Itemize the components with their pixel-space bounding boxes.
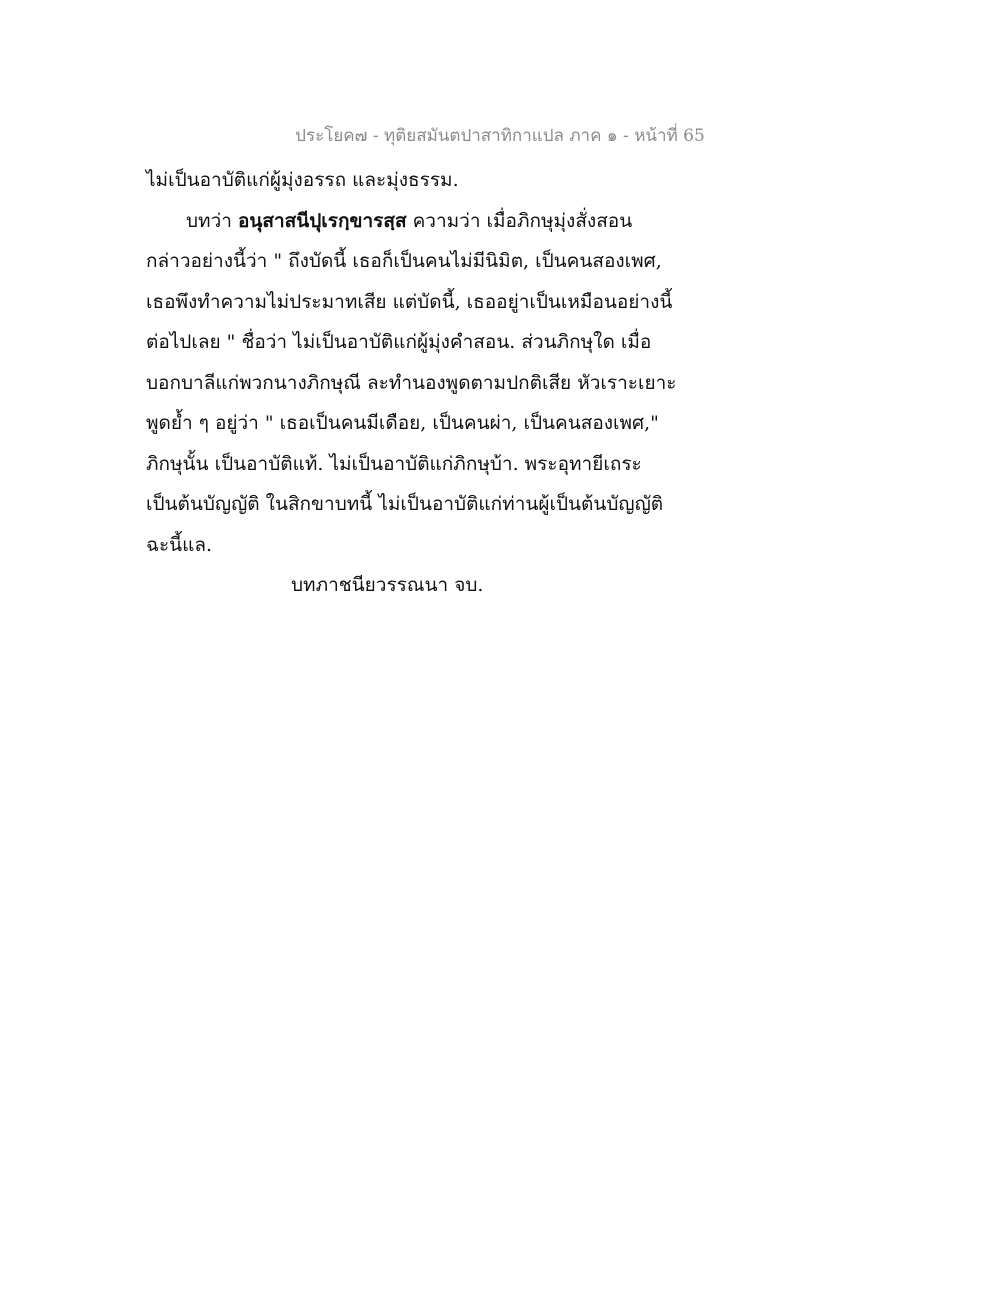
body-line-2 (146, 201, 686, 242)
page-header: ประโยค๗ - ทุติยสมันตปาสาทิกาแปล ภาค ๑ - หน้าที่ 65 (295, 126, 705, 146)
line2-suffix: ความว่า เมื่อภิกษุมุ่งสั่งสอน (406, 209, 633, 232)
closing-line: บทภาชนียวรรณนา จบ. (291, 574, 484, 596)
body-line-10: ฉะนี้แล. (146, 533, 213, 556)
line2-prefix: บทว่า (186, 209, 238, 232)
body-line-5: ต่อไปเลย " ชื่อว่า ไม่เป็นอาบัติแก่ผู้มุ่งคำสอน. ส่วนภิกษุใด เมื่อ (146, 331, 652, 353)
body-line-7: พูดย้ำ ๆ อยู่ว่า " เธอเป็นคนมีเดือย, เป็นคนผ่า, เป็นคนสองเพศ," (146, 412, 659, 434)
body-line-9: เป็นต้นบัญญัติ ในสิกขาบทนี้ ไม่เป็นอาบัติแก่ท่านผู้เป็นต้นบัญญัติ (146, 493, 664, 515)
body-line-6: บอกบาลีแก่พวกนางภิกษุณี ละทำนองพูดตามปกติเสีย หัวเราะเยาะ (146, 371, 677, 394)
body-text (146, 160, 686, 606)
bold-term: อนุสาสนีปุเรกฺขารสฺส (237, 209, 407, 232)
body-line-1: ไม่เป็นอาบัติแก่ผู้มุ่งอรรถ และมุ่งธรรม. (146, 169, 459, 191)
body-line-3: กล่าวอย่างนี้ว่า " ถึงบัดนี้ เธอก็เป็นคนไม่มีนิมิต, เป็นคนสองเพศ, (146, 250, 662, 272)
body-line-4: เธอพึงทำความไม่ประมาทเสีย แต่บัดนี้, เธออยู่าเป็นเหมือนอย่างนี้ (146, 290, 673, 313)
body-line-8: ภิกษุนั้น เป็นอาบัติแท้. ไม่เป็นอาบัติแก่ภิกษุบ้า. พระอุทายีเถระ (146, 452, 642, 475)
